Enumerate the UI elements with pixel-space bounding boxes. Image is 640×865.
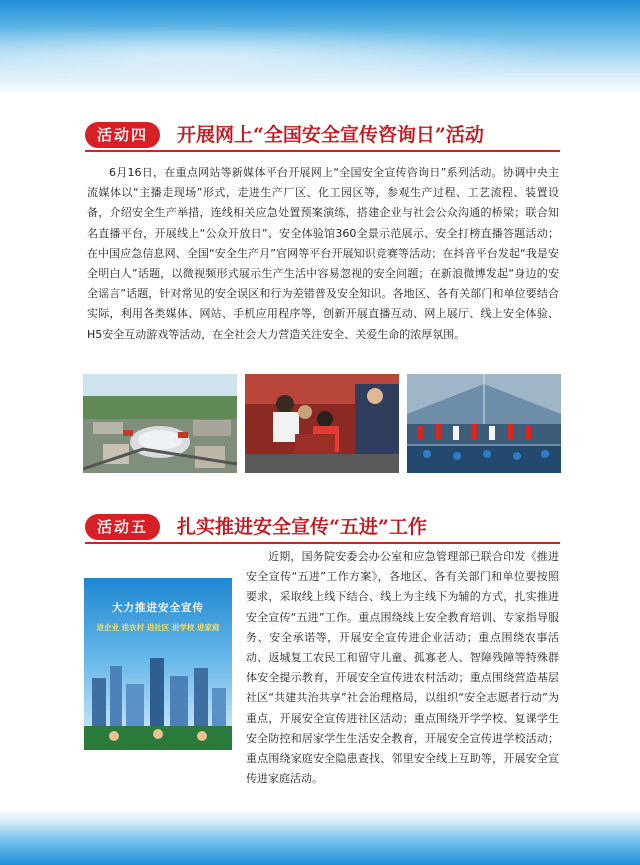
section-4-badge: 活动四 (85, 122, 160, 148)
poster-headline: 大力推进安全宣传 (112, 602, 204, 614)
poster-five-entries (84, 578, 232, 750)
section-5-header (85, 512, 560, 544)
section-5-badge: 活动五 (85, 514, 160, 540)
section-4-title: 开展网上“全国安全宣传咨询日”活动 (177, 124, 484, 146)
poster-subline: 进企业 进农村 进社区 进学校 进家庭 (96, 623, 220, 632)
photo-aerial-city (83, 374, 237, 473)
top-decorative-band (0, 0, 640, 95)
section-5-title: 扎实推进安全宣传“五进”工作 (177, 516, 427, 538)
section-4-header (85, 120, 560, 152)
photo-stage-performance (407, 374, 561, 473)
bottom-decorative-band (0, 810, 640, 865)
section-5-body: 近期，国务院安委会办公室和应急管理部已联合印发《推进安全宣传“五进”工作方案》，各地区、各有关部门和单位要按照要求，采取线上线下结合、线上为主线下为辅的方式，扎实推进安全宣传“五进”工作。重点围绕线上安全教育培训、专家指导服务、安全承诺等，开展安全宣传进企业活动；重点围绕农事活动、返城复工农民工和留守儿童、孤寡老人、智障残障等特殊群体安全提示教育，开展安全宣传进农村活动；重点围绕营造基层社区“共建共治共享”社会治理格局，以组织“安全志愿者行动”为重点，开展安全宣传进社区活动；重点围绕开学学校、复课学生安全防控和居家学生生活安全教育，开展安全宣传进学校活动；重点围绕家庭安全隐患查找、邻里安全线上互助等，开展安全宣传进家庭活动。 (246, 550, 559, 786)
section-4-body: 6月16日，在重点网站等新媒体平台开展网上“全国安全宣传咨询日”系列活动。协调中央主流媒体以“主播走现场”形式，走进生产厂区、化工园区等，参观生产过程、工艺流程、装置设备，介绍安全生产举措，连线相关应急处置预案演练，搭建企业与社会公众沟通的桥梁；联合知名直播平台，开展线上“公众开放日”、安全体验馆360全景示范展示、安全打榜直播答题活动；在中国应急信息网、全国“安全生产月”官网等平台开展知识竞赛等活动；在抖音平台发起“我是安全明白人”话题，以微视频形式展示生产生活中容易忽视的安全问题；在新浪微博发起“身边的安全谣言”话题，针对常见的安全误区和行为差错普及安全知识。各地区、各有关部门和单位要结合实际，利用各类媒体、网站、手机应用程序等，创新开展直播互动、网上展厅、线上安全体验、H5安全互动游戏等活动，在全社会大力营造关注安全、关爱生命的浓厚氛围。 (87, 166, 559, 341)
photo-children-safety-event (245, 374, 399, 473)
